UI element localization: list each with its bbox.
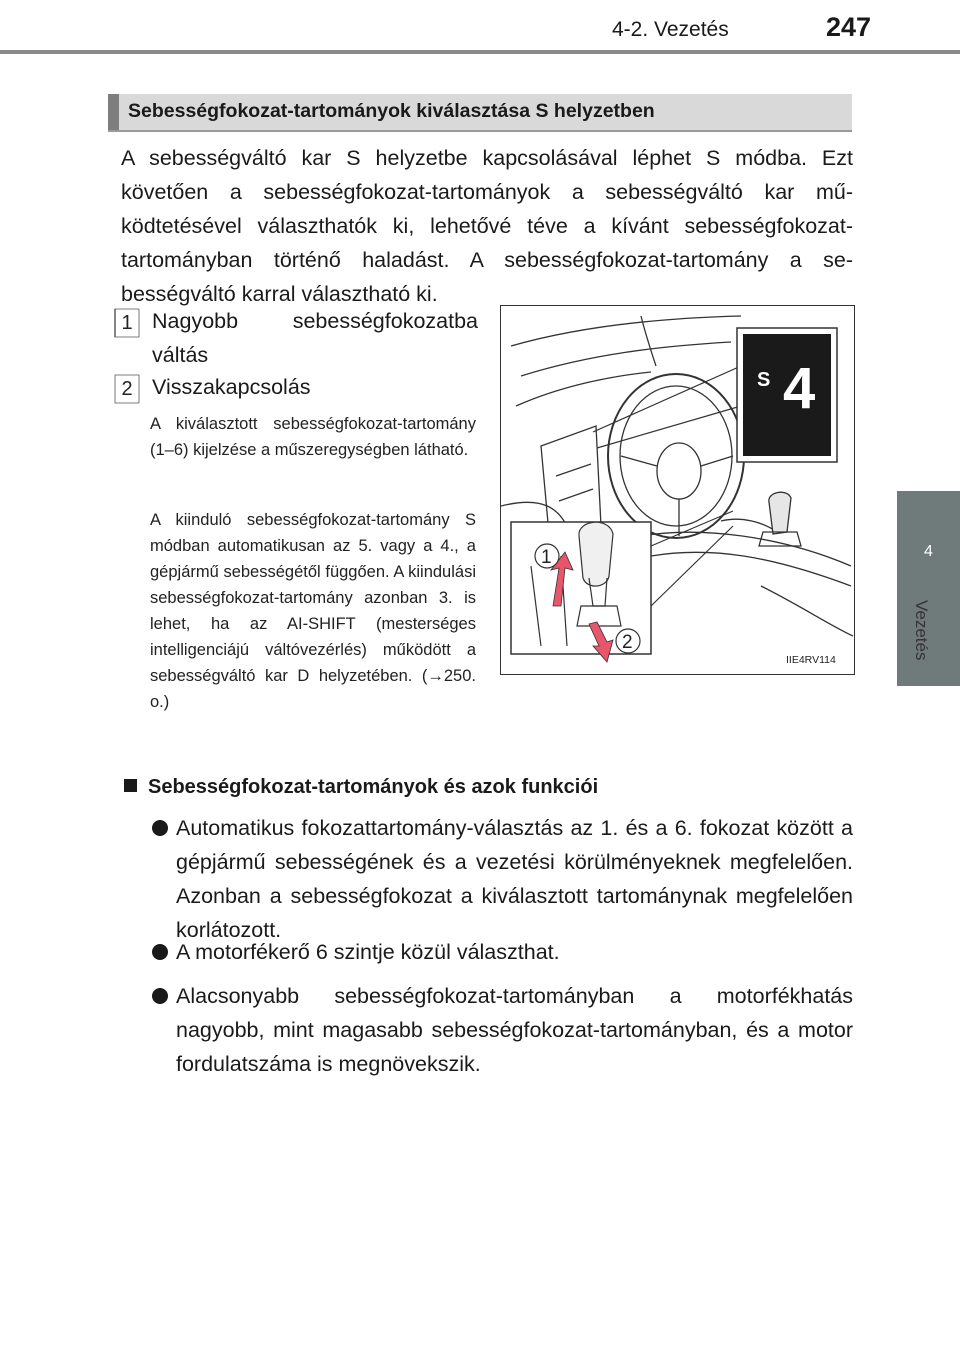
page-number: 247 [826,12,872,42]
header-section-title: 4-2. Vezetés [612,18,729,41]
bullet-item: A motorfékerő 6 szintje közül választhat. [152,935,853,969]
shift-lever-illustration [500,305,855,675]
dashboard-drawing [501,306,854,674]
header-divider [0,50,960,54]
square-bullet-icon [124,779,137,792]
callout-1: 1 [541,547,552,568]
intro-paragraph: A sebességváltó kar S helyzetbe kapcsolásával léphet S módba. Ezt követően a sebességfokozat-tartományok a sebességváltó kar működtetésével választhatók ki, lehetővé téve a kívánt sebességfokozat-tartományban történő haladást. A sebességfokozat-tartomány a sebességváltó karral választható ki. [121,146,853,306]
chapter-tab-label: Vezetés [912,600,931,661]
display-gear-digit: 4 [783,356,816,421]
note-display: A kiválasztott sebességfokozat-tartomány (1–6) kijelzése a műszeregységben látható. [150,415,476,459]
section-heading-title: Sebességfokozat-tartományok kiválasztása S helyzetben [128,100,655,122]
step-1-text: Nagyobb sebességfokozatba váltás [152,309,478,367]
subsection-heading: Sebességfokozat-tartományok és azok funkciói [124,776,598,799]
bullet-dot-icon [152,988,168,1004]
display-s-letter: S [757,369,771,391]
chapter-tab-number: 4 [924,543,933,560]
step-2-text: Visszakapcsolás [152,375,311,399]
note-initial-range: A kiinduló sebességfokozat-tartomány S módban automatikusan az 5. vagy a 4., a gépjármű sebességétől függően. A kiindulási sebességfokozat-tartomány azonban 3. is lehet, ha az AI-SHIFT (mesterséges intelligenciájú váltóvezérlés) működött a sebességváltó kar D helyzetében. (→250. o.) [150,511,476,711]
section-heading [108,94,852,132]
bullet-dot-icon [152,944,168,960]
step-2-number: 2 [121,378,133,400]
bullet-item: Automatikus fokozattartomány-választás az 1. és a 6. fokozat között a gépjármű sebességének és a vezetési körülményeknek megfelelően. Azonban a sebességfokozat a kiválasztott tartománynak megfelelően korlátozott. [152,811,853,947]
callout-2: 2 [622,632,633,653]
illustration-code: IIE4RV114 [786,654,836,666]
bullet-item: Alacsonyabb sebességfokozat-tartományban a motorfékhatás nagyobb, mint magasabb sebességfokozat-tartományban, és a motor fordulatszáma is megnövekszik. [152,979,853,1081]
bullet-dot-icon [152,820,168,836]
section-heading-accent [108,94,119,130]
step-1-number: 1 [121,312,133,334]
